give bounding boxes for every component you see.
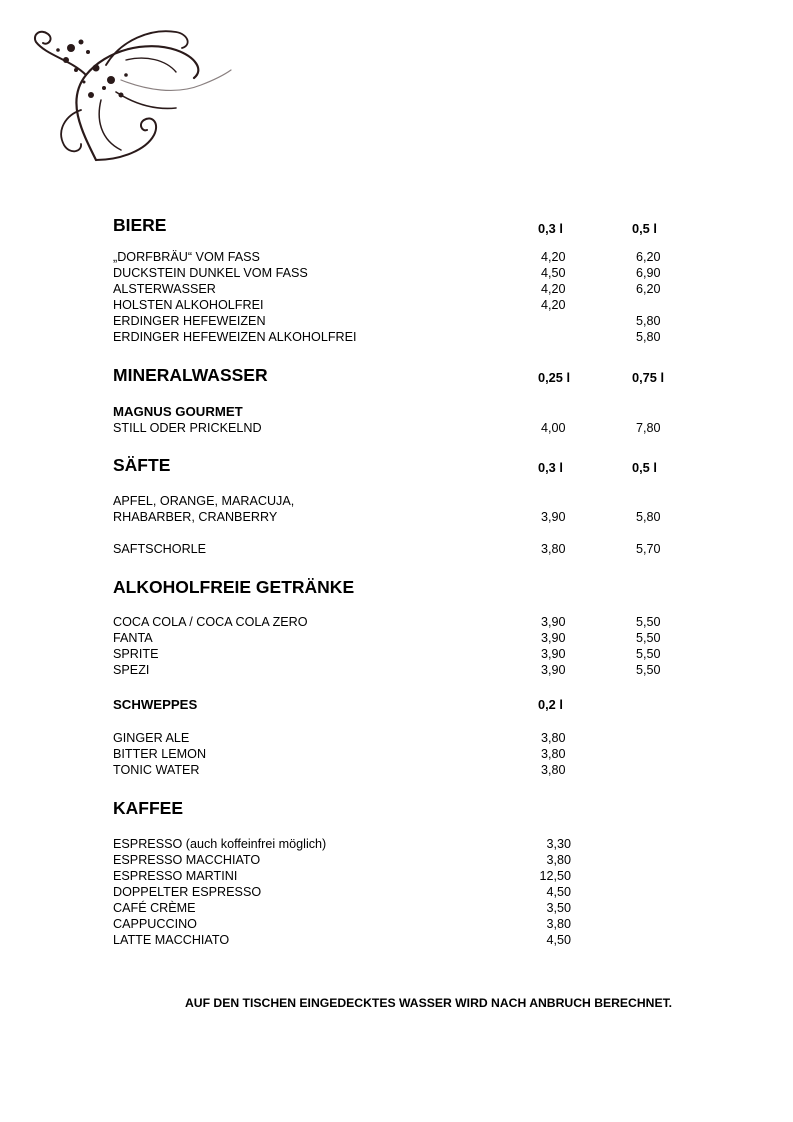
menu-item-price-a: 4,50 <box>546 933 571 947</box>
menu-item-name: ALSTERWASSER <box>113 282 216 296</box>
menu-item-name: DOPPELTER ESPRESSO <box>113 885 262 899</box>
menu-item-name: TONIC WATER <box>113 763 200 777</box>
menu-item-price-b: 7,80 <box>636 421 661 435</box>
menu-item-price-a: 3,90 <box>541 510 566 524</box>
column-header-schweppes-a: 0,2 l <box>538 697 563 712</box>
menu-item-price-b: 5,50 <box>636 631 661 645</box>
column-header-biere-b: 0,5 l <box>632 221 657 236</box>
menu-item-name: STILL ODER PRICKELND <box>113 421 262 435</box>
column-header-mineralwasser-a: 0,25 l <box>538 370 571 385</box>
menu-item-price-a: 3,90 <box>541 647 566 661</box>
menu-item-price-b: 5,80 <box>636 330 661 344</box>
menu-item-price-a: 12,50 <box>539 869 571 883</box>
menu-item-price-a: 3,80 <box>541 763 566 777</box>
menu-item-price-a: 3,80 <box>541 542 566 556</box>
menu-item-price-a: 4,20 <box>541 282 566 296</box>
menu-item-price-a: 4,50 <box>546 885 571 899</box>
menu-item-price-a: 4,20 <box>541 298 566 312</box>
menu-item-name: SPEZI <box>113 663 150 677</box>
menu-item-price-b: 5,80 <box>636 314 661 328</box>
column-header-saefte-a: 0,3 l <box>538 460 563 475</box>
column-header-mineralwasser-b: 0,75 l <box>632 370 665 385</box>
menu-item-price-a: 4,50 <box>541 266 566 280</box>
menu-item-name: „DORFBRÄU“ VOM FASS <box>113 250 260 264</box>
menu-item-name: DUCKSTEIN DUNKEL VOM FASS <box>113 266 308 280</box>
menu-item-name: ERDINGER HEFEWEIZEN <box>113 314 266 328</box>
floral-ornament-icon <box>26 20 236 172</box>
menu-item-price-a: 3,80 <box>546 853 571 867</box>
menu-item-price-b: 6,20 <box>636 250 661 264</box>
column-header-biere-a: 0,3 l <box>538 221 563 236</box>
menu-item-price-a: 3,80 <box>541 747 566 761</box>
section-title-alkoholfreie-getraenke: ALKOHOLFREIE GETRÄNKE <box>113 577 355 597</box>
menu-item-price-b: 6,20 <box>636 282 661 296</box>
menu-item-name: COCA COLA / COCA COLA ZERO <box>113 615 308 629</box>
menu-item-name: LATTE MACCHIATO <box>113 933 230 947</box>
menu-item-name: RHABARBER, CRANBERRY <box>113 510 278 524</box>
column-header-saefte-b: 0,5 l <box>632 460 657 475</box>
subtitle-schweppes: SCHWEPPES <box>113 697 198 712</box>
subtitle-magnus-gourmet: MAGNUS GOURMET <box>113 404 243 419</box>
section-title-kaffee: KAFFEE <box>113 798 183 818</box>
menu-item-price-b: 5,70 <box>636 542 661 556</box>
menu-item-price-a: 3,30 <box>546 837 571 851</box>
menu-item-price-b: 5,50 <box>636 615 661 629</box>
menu-item-name: BITTER LEMON <box>113 747 207 761</box>
menu-item-price-b: 5,50 <box>636 647 661 661</box>
menu-item-price-b: 5,80 <box>636 510 661 524</box>
menu-item-price-a: 3,90 <box>541 663 566 677</box>
menu-item-name: ESPRESSO (auch koffeinfrei möglich) <box>113 837 327 851</box>
menu-item-price-a: 3,90 <box>541 631 566 645</box>
menu-item-price-a: 3,90 <box>541 615 566 629</box>
section-title-mineralwasser: MINERALWASSER <box>113 365 268 385</box>
menu-item-name: FANTA <box>113 631 153 645</box>
menu-item-name: HOLSTEN ALKOHOLFREI <box>113 298 264 312</box>
menu-item-name-line: APFEL, ORANGE, MARACUJA, <box>113 494 295 508</box>
menu-item-price-b: 5,50 <box>636 663 661 677</box>
footer-note: AUF DEN TISCHEN EINGEDECKTES WASSER WIRD NACH ANBRUCH BERECHNET. <box>185 996 673 1010</box>
menu-item-price-a: 4,20 <box>541 250 566 264</box>
menu-item-price-a: 3,80 <box>541 731 566 745</box>
menu-item-price-a: 3,50 <box>546 901 571 915</box>
menu-item-price-b: 6,90 <box>636 266 661 280</box>
section-title-biere: BIERE <box>113 215 167 235</box>
section-title-saefte: SÄFTE <box>113 455 171 475</box>
menu-item-name: ERDINGER HEFEWEIZEN ALKOHOLFREI <box>113 330 357 344</box>
menu-item-name: SPRITE <box>113 647 159 661</box>
menu-item-name: CAFÉ CRÈME <box>113 901 196 915</box>
menu-item-name: ESPRESSO MARTINI <box>113 869 238 883</box>
menu-item-price-a: 4,00 <box>541 421 566 435</box>
menu-item-price-a: 3,80 <box>546 917 571 931</box>
menu-item-name: GINGER ALE <box>113 731 190 745</box>
menu-item-name: SAFTSCHORLE <box>113 542 207 556</box>
menu-item-name: CAPPUCCINO <box>113 917 197 931</box>
menu-item-name: ESPRESSO MACCHIATO <box>113 853 261 867</box>
